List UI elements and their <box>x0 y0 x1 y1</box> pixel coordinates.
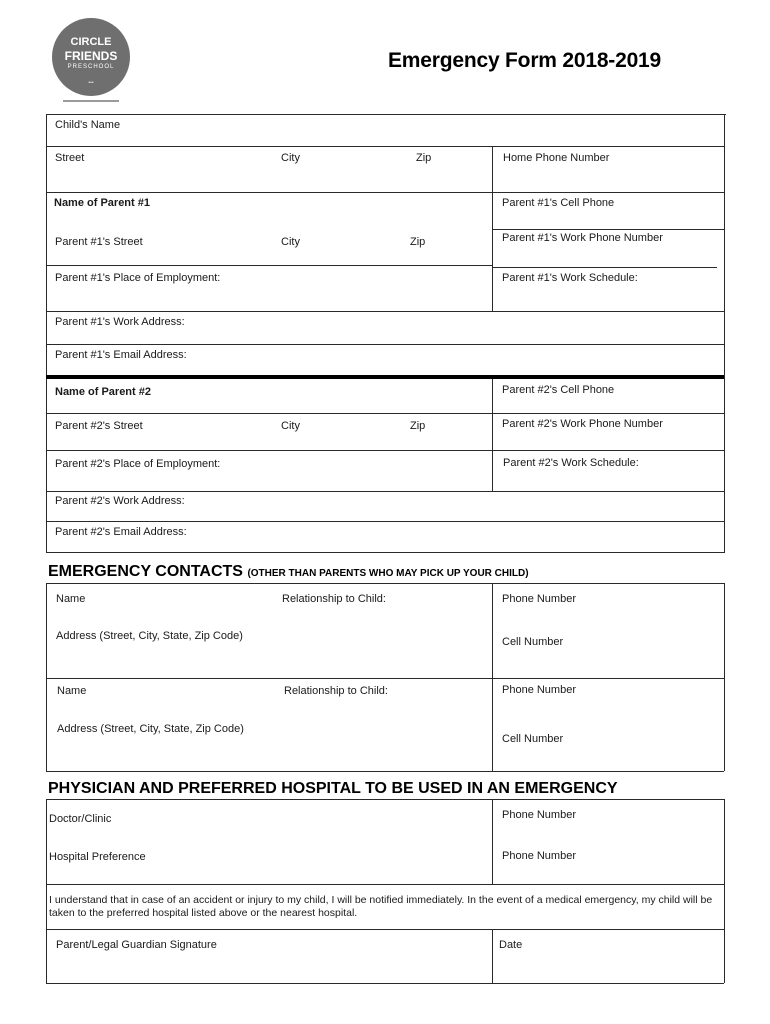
row-divider <box>492 229 724 230</box>
parent2-work-address-label: Parent #2's Work Address: <box>55 495 185 507</box>
emergency-contacts-heading: EMERGENCY CONTACTS <box>48 563 243 580</box>
contacts-top-border <box>46 583 724 584</box>
row-divider <box>46 521 724 522</box>
contacts-right-border <box>724 583 725 771</box>
parent1-work-address-label: Parent #1's Work Address: <box>55 316 185 328</box>
signature-column-divider <box>492 929 493 983</box>
hospital-phone-label: Phone Number <box>502 850 576 862</box>
logo-mark: ••• <box>88 80 94 86</box>
parent1-email-label: Parent #1's Email Address: <box>55 349 187 361</box>
contact1-name-label: Name <box>56 593 86 605</box>
parent1-street-label: Parent #1's Street <box>55 236 143 248</box>
child-city-label: City <box>281 152 300 164</box>
signature-label: Parent/Legal Guardian Signature <box>56 939 217 951</box>
consent-divider <box>46 929 724 930</box>
contacts-column-divider <box>492 583 493 771</box>
contact1-relationship-label: Relationship to Child: <box>282 593 386 605</box>
physician-section-title: PHYSICIAN AND PREFERRED HOSPITAL TO BE USED IN AN EMERGENCY <box>48 780 618 797</box>
row-divider <box>492 267 717 268</box>
parent2-schedule-label: Parent #2's Work Schedule: <box>503 457 639 469</box>
column-divider <box>492 379 493 491</box>
row-divider <box>46 450 724 451</box>
lower-box-bottom-border <box>46 983 724 984</box>
parent2-name-label: Name of Parent #2 <box>55 386 151 398</box>
contact1-phone-label: Phone Number <box>502 593 576 605</box>
parent1-work-phone-label: Parent #1's Work Phone Number <box>502 232 663 244</box>
logo-caption-mark <box>63 100 119 102</box>
parent1-city-label: City <box>281 236 300 248</box>
physician-column-divider <box>492 799 493 884</box>
emergency-contacts-title <box>48 563 529 581</box>
box-right-border <box>724 114 725 553</box>
contact2-address-label: Address (Street, City, State, Zip Code) <box>57 723 244 735</box>
contact1-cell-label: Cell Number <box>502 636 564 648</box>
logo-line-3: PRESCHOOL <box>67 64 115 70</box>
contact2-name-label: Name <box>57 685 87 697</box>
parent1-name-label: Name of Parent #1 <box>54 197 150 209</box>
column-divider <box>492 146 493 311</box>
physician-bottom-border <box>46 884 724 885</box>
row-divider <box>46 413 724 414</box>
contact2-phone-label: Phone Number <box>502 684 576 696</box>
contacts-row-divider <box>46 678 724 679</box>
date-label: Date <box>499 939 523 951</box>
physician-top-border <box>46 799 724 800</box>
parent2-email-label: Parent #2's Email Address: <box>55 526 187 538</box>
box-top-border <box>46 114 726 115</box>
parent2-street-label: Parent #2's Street <box>55 420 143 432</box>
parent1-cell-label: Parent #1's Cell Phone <box>502 197 615 209</box>
child-street-label: Street <box>55 152 85 164</box>
row-divider <box>46 491 724 492</box>
row-divider <box>46 311 724 312</box>
parent1-zip-label: Zip <box>410 236 426 248</box>
parent2-work-phone-label: Parent #2's Work Phone Number <box>502 418 663 430</box>
logo-line-2: FRIENDS <box>64 49 118 63</box>
contact1-address-label: Address (Street, City, State, Zip Code) <box>56 630 243 642</box>
parent-separator-bar <box>46 375 724 379</box>
parent2-city-label: City <box>281 420 300 432</box>
box-bottom-border <box>46 552 724 553</box>
row-divider <box>46 265 492 266</box>
parent1-employment-label: Parent #1's Place of Employment: <box>55 272 221 284</box>
row-divider <box>46 344 724 345</box>
home-phone-label: Home Phone Number <box>503 152 610 164</box>
doctor-phone-label: Phone Number <box>502 809 576 821</box>
row-divider <box>46 146 724 147</box>
hospital-preference-label: Hospital Preference <box>49 851 146 863</box>
emergency-contacts-note: (OTHER THAN PARENTS WHO MAY PICK UP YOUR CHILD) <box>247 568 529 579</box>
contacts-bottom-border <box>46 771 724 772</box>
childs-name-label: Child's Name <box>55 119 121 131</box>
logo-line-1: CIRCLE <box>70 36 112 48</box>
lower-box-left-border <box>46 799 47 983</box>
box-left-border <box>46 114 47 553</box>
contact2-cell-label: Cell Number <box>502 733 564 745</box>
doctor-clinic-label: Doctor/Clinic <box>49 813 112 825</box>
consent-statement: I understand that in case of an accident or injury to my child, I will be notified immediately. In the event of a medical emergency, my child will be taken to the preferred hospital listed above or the nearest hospital. <box>49 894 713 919</box>
form-title: Emergency Form 2018-2019 <box>388 49 662 72</box>
contact2-relationship-label: Relationship to Child: <box>284 685 388 697</box>
parent1-schedule-label: Parent #1's Work Schedule: <box>502 272 638 284</box>
parent2-cell-label: Parent #2's Cell Phone <box>502 384 615 396</box>
child-zip-label: Zip <box>416 152 432 164</box>
preschool-logo <box>52 18 130 96</box>
parent2-zip-label: Zip <box>410 420 426 432</box>
lower-box-right-border <box>724 799 725 983</box>
contacts-left-border <box>46 583 47 771</box>
parent2-employment-label: Parent #2's Place of Employment: <box>55 458 221 470</box>
row-divider <box>46 192 724 193</box>
